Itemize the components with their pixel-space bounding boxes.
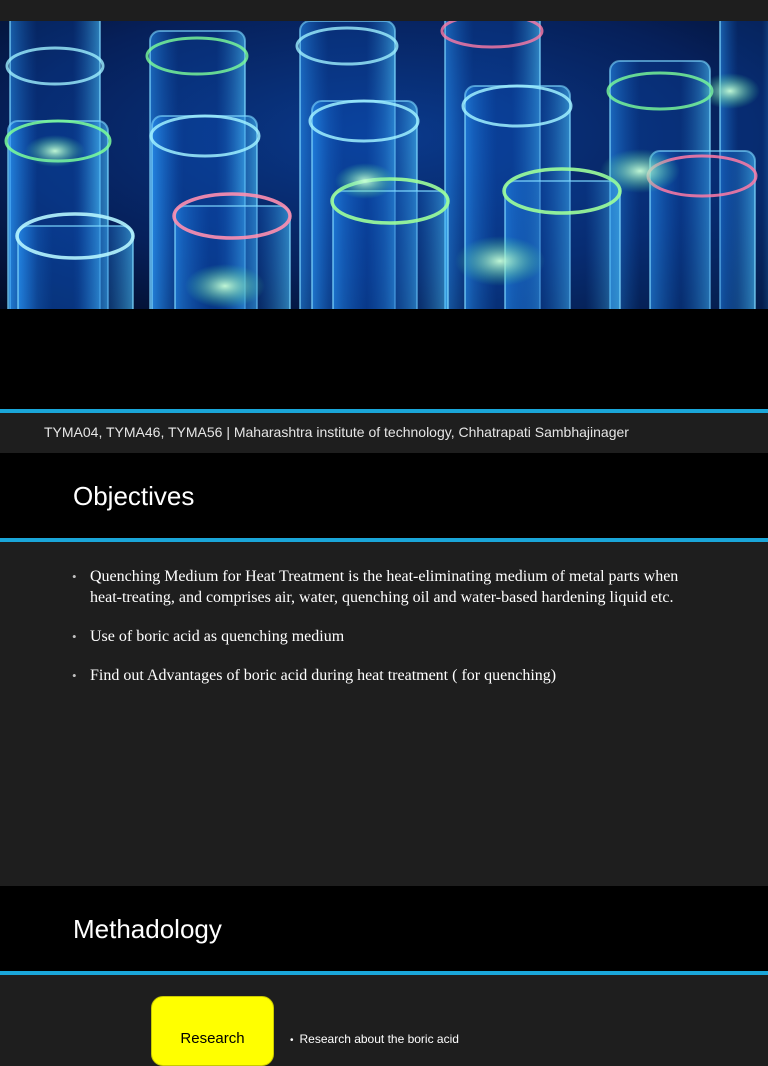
bullet-icon: • [72, 569, 77, 585]
title-band [0, 309, 768, 409]
list-item-text: Find out Advantages of boric acid during heat treatment ( for quenching) [90, 667, 557, 685]
objectives-list [72, 566, 712, 704]
bullet-icon: • [290, 1035, 294, 1047]
methodology-heading: Methadology [73, 914, 222, 945]
list-item [72, 566, 712, 608]
research-box [151, 996, 274, 1066]
hero-image [0, 21, 768, 309]
list-item-text: Quenching Medium for Heat Treatment is the heat-eliminating medium of metal parts when heat-treating, and comprises air, water, quenching oil and water-based hardening liquid etc. [90, 568, 679, 607]
list-item-text: Use of boric acid as quenching medium [90, 628, 345, 646]
test-tubes-illustration [0, 21, 768, 309]
bullet-icon: • [72, 629, 77, 645]
list-item [72, 665, 712, 686]
objectives-heading: Objectives [73, 481, 195, 512]
list-item [72, 626, 712, 647]
bullet-icon: • [72, 668, 77, 684]
authors-institution: TYMA04, TYMA46, TYMA56 | Maharashtra institute of technology, Chhatrapati Sambhajinager [44, 424, 629, 441]
research-box-label: Research [180, 1030, 245, 1048]
methodology-bullet-text: Research about the boric acid [299, 1032, 459, 1047]
methodology-bullet [290, 1032, 459, 1046]
